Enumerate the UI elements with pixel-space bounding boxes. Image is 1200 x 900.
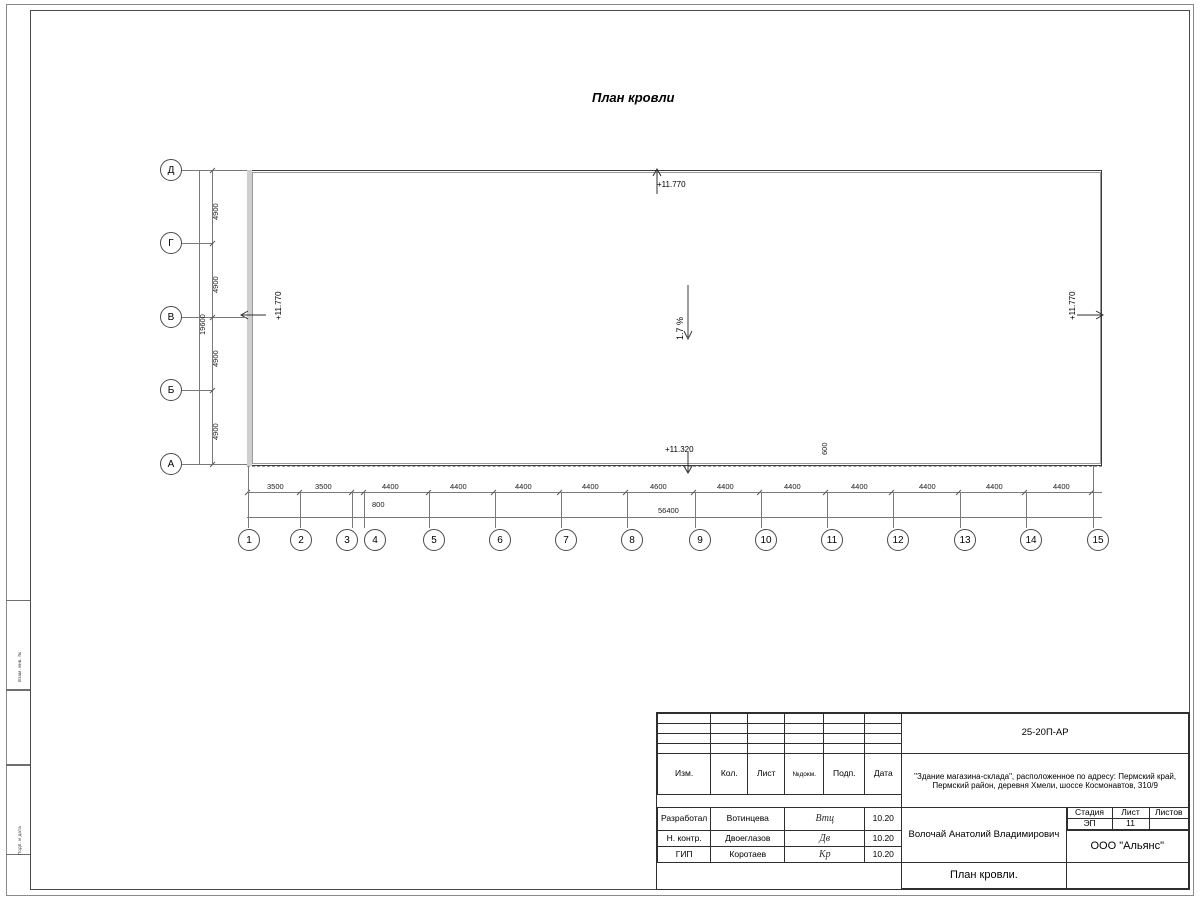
doc-code-cell <box>902 714 1189 754</box>
object-line-1: "Здание магазина-склада", расположенное по адресу: Пермский край, <box>914 771 1177 781</box>
axis-leader-g <box>182 243 212 244</box>
page-title: План кровли <box>592 90 675 105</box>
axis-leader-b <box>182 390 212 391</box>
axis-bubble-g: Г <box>160 232 182 254</box>
cell-blank <box>711 714 748 724</box>
cell-blank <box>865 724 902 734</box>
cell-blank <box>748 734 785 744</box>
date-gip: 10.20 <box>865 847 902 863</box>
table-row <box>1067 808 1188 818</box>
axis-bubble-11: 11 <box>821 529 843 551</box>
axis-bubble-4: 4 <box>364 529 386 551</box>
cell-blank <box>658 744 711 754</box>
elevation-bottom-left: +11.320 <box>665 445 694 454</box>
cell-blank <box>748 714 785 724</box>
axis-bubble-a: А <box>160 453 182 475</box>
cell-blank <box>824 734 865 744</box>
header-podp: Подп. <box>824 754 865 795</box>
cell-blank <box>785 724 824 734</box>
sheet-title-cell <box>902 863 1066 889</box>
table-row-headers <box>658 754 1189 795</box>
axis-ext-14 <box>1026 492 1027 528</box>
table-row-sheet-title <box>658 863 1189 889</box>
header-kol: Кол. <box>711 754 748 795</box>
hdim-13: 4400 <box>1053 482 1070 491</box>
axis-bubble-2: 2 <box>290 529 312 551</box>
axis-bubble-12: 12 <box>887 529 909 551</box>
axis-bubble-14: 14 <box>1020 529 1042 551</box>
axis-bubble-15: 15 <box>1087 529 1109 551</box>
hdim-2: 3500 <box>315 482 332 491</box>
axis-ext-15 <box>1093 466 1094 528</box>
slope-arrow-icon <box>680 285 696 345</box>
name-controller: Двоеглазов <box>711 831 785 847</box>
date-controller: 10.20 <box>865 831 902 847</box>
chief-name: Волочай Анатолий Владимирович <box>908 828 1060 840</box>
cell-blank <box>711 734 748 744</box>
axis-ext-5 <box>429 492 430 528</box>
axis-bubble-7: 7 <box>555 529 577 551</box>
vdim-1: 4900 <box>211 203 220 220</box>
axis-ext-6 <box>495 492 496 528</box>
table-row <box>1067 819 1188 830</box>
axis-bubble-5: 5 <box>423 529 445 551</box>
cell-blank <box>658 714 711 724</box>
elevation-arrow-bottom <box>681 452 695 476</box>
axis-ext-8 <box>627 492 628 528</box>
axis-ext-9 <box>695 492 696 528</box>
axis-bubble-9: 9 <box>689 529 711 551</box>
cell-blank <box>824 724 865 734</box>
cell-blank <box>824 714 865 724</box>
side-label-lower: Подп. и дата <box>17 826 22 855</box>
axis-leader-v <box>182 317 247 318</box>
elevation-arrow-right <box>1075 308 1105 322</box>
hdim-800: 800 <box>372 500 385 509</box>
hdim-1: 3500 <box>267 482 284 491</box>
object-line-2: Пермский район, деревня Хмели, шоссе Космонавтов, 310/9 <box>932 780 1158 790</box>
sheet-title: План кровли. <box>949 869 1018 882</box>
cell-blank <box>785 744 824 754</box>
axis-ext-4 <box>364 492 365 528</box>
stage-value: ЭП <box>1067 819 1112 830</box>
axis-bubble-8: 8 <box>621 529 643 551</box>
elevation-arrow-left <box>240 308 270 322</box>
cell-blank <box>785 734 824 744</box>
axis-ext-7 <box>561 492 562 528</box>
role-developer: Разработал <box>658 808 711 831</box>
slope-label: 1.7 % <box>675 316 685 340</box>
company-name: ООО "Альянс" <box>1090 840 1165 853</box>
hdim-12: 4400 <box>986 482 1003 491</box>
cell-blank <box>865 744 902 754</box>
role-gip: ГИП <box>658 847 711 863</box>
doc-code: 25-20П-АР <box>1021 727 1069 739</box>
header-izm: Изм. <box>658 754 711 795</box>
cell-blank <box>865 714 902 724</box>
elevation-left: +11.770 <box>274 291 283 320</box>
stage-block-cell <box>1066 808 1188 831</box>
table-row <box>658 714 1189 724</box>
hdim-7: 4600 <box>650 482 667 491</box>
company-cell-spacer <box>1066 863 1188 889</box>
cell-blank <box>711 724 748 734</box>
vdim-2: 4900 <box>211 276 220 293</box>
axis-ext-2 <box>300 492 301 528</box>
cell-blank <box>865 734 902 744</box>
cell-blank <box>748 744 785 754</box>
axis-leader-d <box>182 170 247 171</box>
cell-blank <box>824 744 865 754</box>
role-controller: Н. контр. <box>658 831 711 847</box>
axis-bubble-6: 6 <box>489 529 511 551</box>
axis-bubble-b: Б <box>160 379 182 401</box>
hdim-6: 4400 <box>582 482 599 491</box>
axis-leader-a <box>182 464 247 465</box>
title-block-table <box>657 713 1189 889</box>
axis-ext-13 <box>960 492 961 528</box>
hdim-4: 4400 <box>450 482 467 491</box>
roof-ridge-line <box>247 466 1102 467</box>
hdim-8: 4400 <box>717 482 734 491</box>
vdim-3: 4900 <box>211 350 220 367</box>
hdim-11: 4400 <box>919 482 936 491</box>
elevation-top-center: +11.770 <box>657 180 686 189</box>
hdim-9: 4400 <box>784 482 801 491</box>
axis-bubble-10: 10 <box>755 529 777 551</box>
header-sheets-total: Листов <box>1149 808 1188 818</box>
hdim-total: 56400 <box>658 506 679 515</box>
title-block <box>656 712 1190 890</box>
hdim-5: 4400 <box>515 482 532 491</box>
side-box-middle <box>6 690 30 765</box>
signature-developer: Втц <box>785 808 865 831</box>
axis-ext-1 <box>248 466 249 528</box>
name-gip: Коротаев <box>711 847 785 863</box>
axis-bubble-1: 1 <box>238 529 260 551</box>
chief-cell <box>902 808 1066 863</box>
cell-blank <box>711 744 748 754</box>
company-cell <box>1066 831 1188 863</box>
axis-ext-10 <box>761 492 762 528</box>
header-ndok: №докм. <box>785 754 824 795</box>
name-developer: Вотинцева <box>711 808 785 831</box>
vdim-total: 19600 <box>198 314 207 335</box>
axis-ext-12 <box>893 492 894 528</box>
header-stage: Стадия <box>1067 808 1112 818</box>
signature-controller: Дв <box>785 831 865 847</box>
axis-ext-3 <box>352 492 353 528</box>
spacer-cell <box>658 863 902 889</box>
header-list: Лист <box>748 754 785 795</box>
header-data: Дата <box>865 754 902 795</box>
axis-bubble-13: 13 <box>954 529 976 551</box>
stage-table <box>1067 808 1188 830</box>
vdim-4: 4900 <box>211 423 220 440</box>
cell-blank <box>748 724 785 734</box>
sheets-total-value <box>1149 819 1188 830</box>
elevation-right: +11.770 <box>1068 291 1077 320</box>
hdim-chain-line <box>247 492 1102 493</box>
table-row-developer <box>658 808 1189 831</box>
date-developer: 10.20 <box>865 808 902 831</box>
cell-blank <box>658 734 711 744</box>
cell-blank <box>658 724 711 734</box>
axis-bubble-3: 3 <box>336 529 358 551</box>
hdim-10: 4400 <box>851 482 868 491</box>
signature-gip: Кр <box>785 847 865 863</box>
object-description-cell <box>902 754 1189 808</box>
axis-bubble-v: В <box>160 306 182 328</box>
axis-bubble-d: Д <box>160 159 182 181</box>
cell-blank <box>785 714 824 724</box>
hdim-600: 600 <box>820 442 829 455</box>
hdim-3: 4400 <box>382 482 399 491</box>
side-label-upper: Взам. инв. № <box>17 651 22 682</box>
hdim-total-line <box>247 517 1102 518</box>
header-sheet: Лист <box>1112 808 1149 818</box>
axis-ext-11 <box>827 492 828 528</box>
sheet-value: 11 <box>1112 819 1149 830</box>
